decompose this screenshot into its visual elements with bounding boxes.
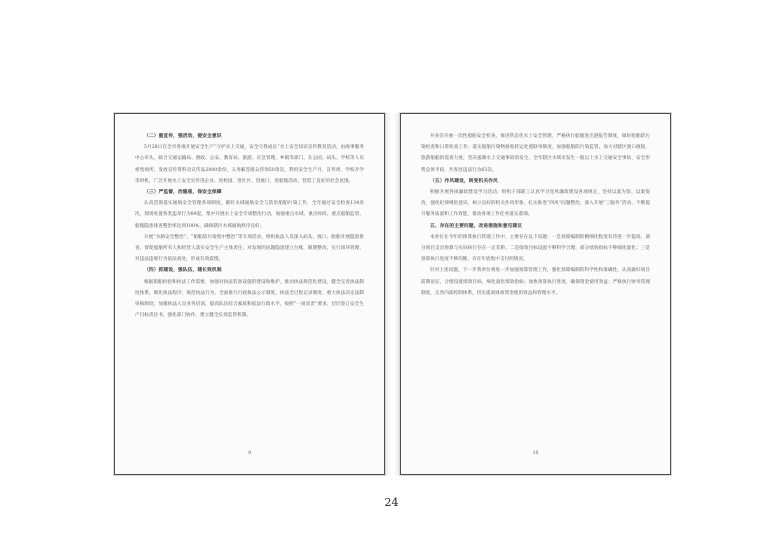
left-page-body: [135, 131, 364, 321]
section-heading: （三）严监督，治隐患，保安全保障: [144, 189, 222, 196]
body-paragraph: 针对上述问题，下一步我单位将进一步加强预算管理工作，强化预算编制的科学性和准确性，认真做好项目前期论证，合理设置绩效目标，细化量化绩效指标；加快预算执行进度，确保资金使用效益；严格执行财务管理制度，完善内部控制体系，切实提高财政资金使用效益和管理水平。: [421, 268, 650, 296]
body-paragraph: 并多次开展一次性船舶安全检查，推进常态化水上安全管理，严格执行船舶进出港报告制度，做好船舶防污染检查和日常检查工作，落实船舶污染物接收转运处置联单制度，加强船舶防污染监管。加大对辖区渡口渡船、旅游船舶的巡查力度，坚决遏制水上交通事故的发生，全年辖区水域未发生一般以上水上交通安全事故，安全形势总体平稳，共查处违法行为63次。: [421, 134, 650, 173]
section-heading: （二）重宣传，强活动，提安全意识: [144, 133, 222, 139]
right-page-body: [421, 131, 650, 299]
book-spine: [385, 113, 400, 475]
body-paragraph: 根据船舶检验和执法工作需要，加强对执法装备设施的建设和维护，推动执法规范化建设，健全完善执法制度体系，细化执法程序，规范执法行为，全面推行行政执法公示制度、执法全过程记录制度、重大执法决定法制审核制度；加强执法人员业务培训，提高队伍综合素质和依法行政水平，按照“一岗双责”要求，层层签订安全生产目标责任书，强化部门协作，建立健全长效监管机制。: [135, 279, 364, 319]
body-paragraph: 认真贯彻落实通航安全管理各项制度，紧盯水域通航安全与防治船舶污染工作，全年通过安全检查134余次，现场处置各类违章行为89起，集中开展水上安全专项整治行动，加强重点水域、重点时段、重点船舶监管，船舶隐患排查整治率达到100%，确保辖区水域通航秩序良好。: [135, 201, 364, 229]
body-paragraph: 开展“水路安全整治”、“船舶防污染集中整治”等专项活动，组织执法人员深入码头、渡口、船舶开展隐患排查，督促船舶所有人和经营人落实安全生产主体责任，对发现的问题隐患建立台账，限期整改，实行闭环管理，对违法违规行为依法查处，形成有效震慑。: [135, 234, 364, 263]
right-page-number: 10: [532, 451, 539, 456]
left-page: [114, 113, 385, 475]
sheet-page-number: 24: [384, 496, 399, 509]
section-heading: （四）抓建设，强队伍，建长效机制: [144, 267, 222, 274]
left-page-number: 9: [248, 451, 251, 456]
section-heading: （五）作风建设，转变机关作风: [430, 177, 498, 184]
body-paragraph: 5月28日在全市各地开展安全生产“守护水上交通，安全守我成长”水上安全知识宣传教育活动，由海事服务中心牵头，联合交通运输局、渔政、公安、教育局、旅游、应急管理、乡镇等部门，在公园、码头、学校等人员密集场所，发放宣传资料及宣传品2000余份，义务解答群众咨询50余次，利用安全生产月、宣传周、学校开学等时机，广泛开展水上安全宣传进企业、进校园、进社区、进渡口、进船舶活动，营造了良好的社会氛围。: [135, 145, 364, 184]
body-paragraph: 积极开展各项廉政建设学习活动，组织干部职工认真学习党风廉政建设各项规定，坚持以案为鉴、以案促改，强化纪律规矩意识，树立良好的机关作风形象，扎实推进“四风”问题整治，深入开展“三服务”活动，不断提升服务质量和工作效能，推动各项工作任务落实落细。: [421, 190, 650, 218]
right-page: [400, 113, 671, 475]
body-paragraph: 本单位在今年的预算执行管理工作中，主要存在以下问题：一是预算编制的精细化程度有待进一步提高，部分项目支出预算与实际执行存在一定差距；二是绩效目标设置不够科学合理，部分绩效指标不够细化量化；三是预算执行进度不够均衡，存在年底集中支付的情况。: [421, 234, 650, 263]
section-heading: 五、存在的主要问题，改进措施和意见建议: [430, 222, 523, 229]
